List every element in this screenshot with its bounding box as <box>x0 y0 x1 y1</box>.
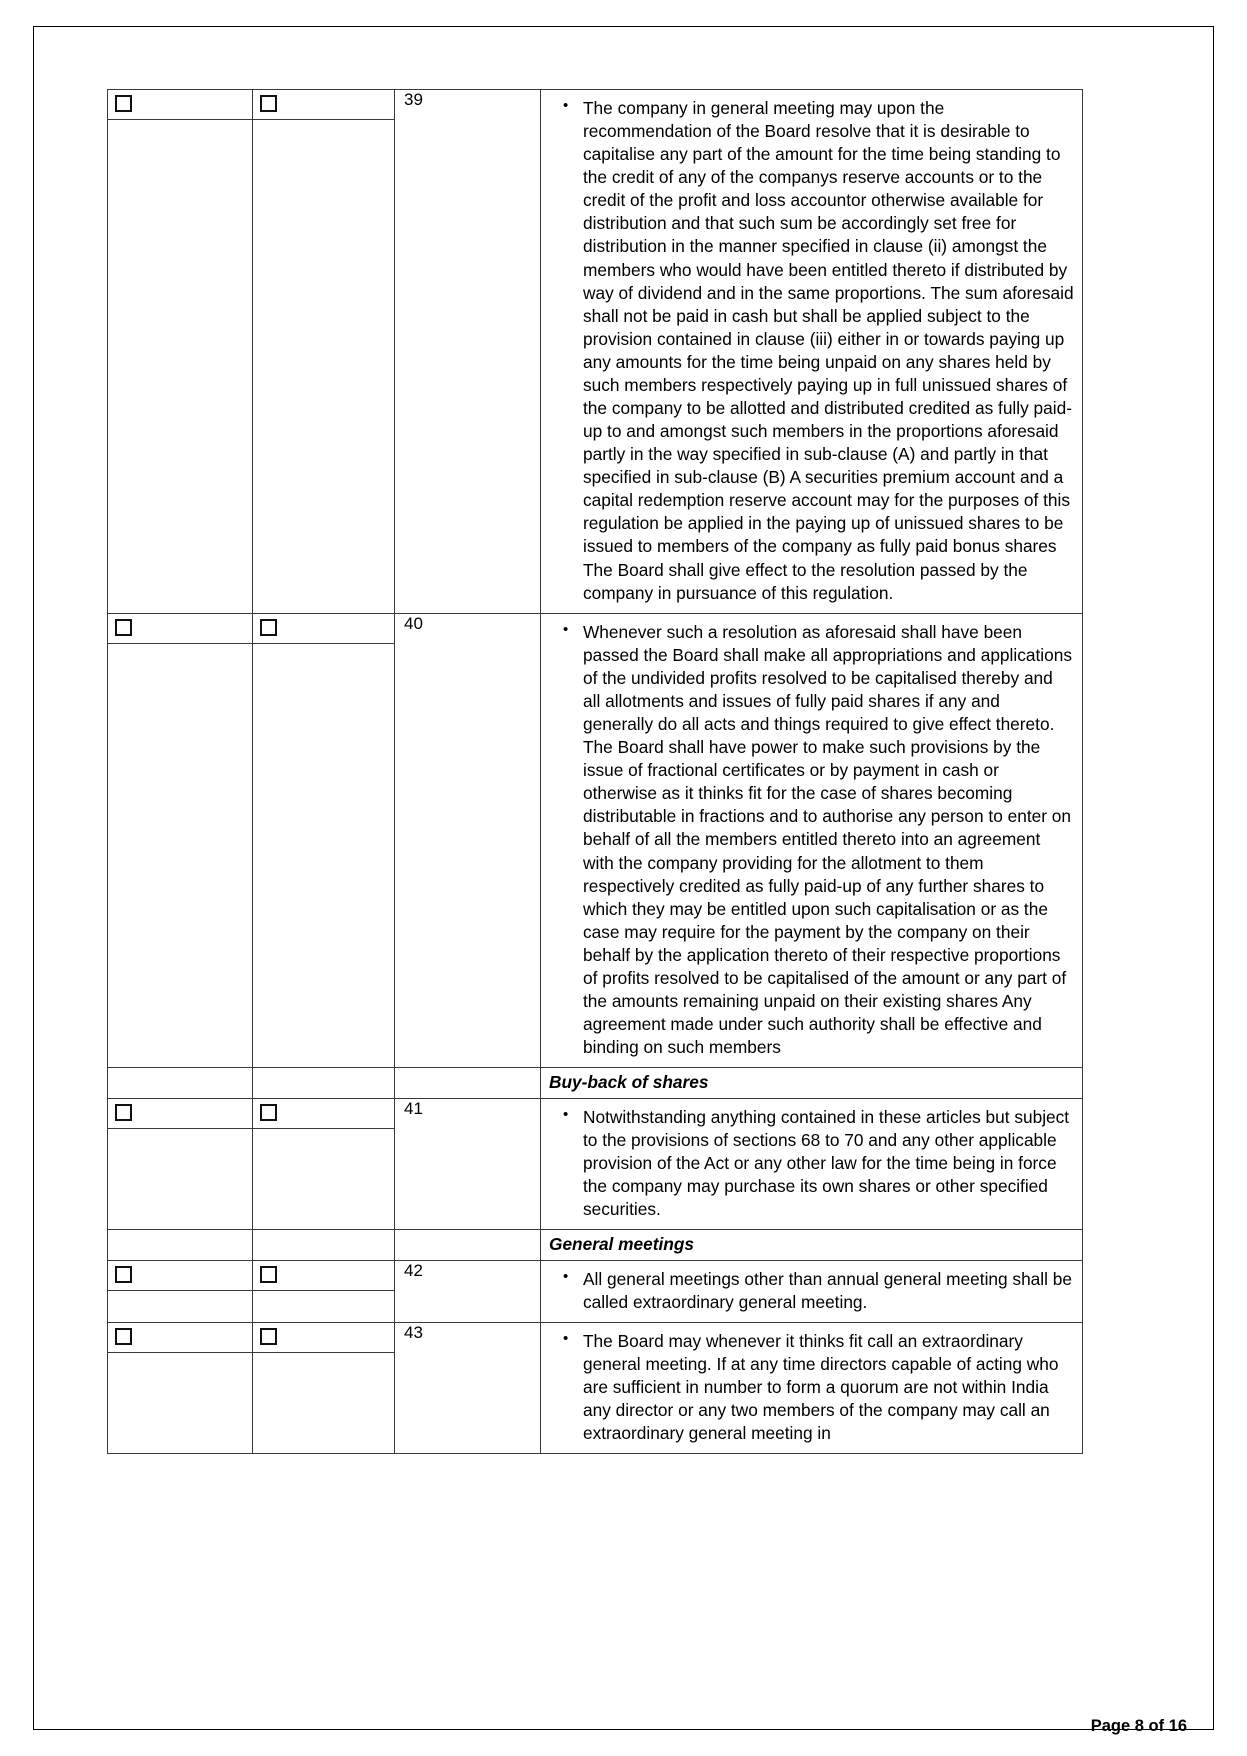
clause-text-cell <box>541 1322 1083 1453</box>
checkbox-cell-right[interactable] <box>253 90 395 614</box>
clause-bullet-item: • The company in general meeting may upon the recommendation of the Board resolve that it is desirable to capitalise any part of the amount for the time being standing to the credit of any of the companys reserve accounts or to the credit of the profit and loss accountor otherwise available for distribution and that such sum be accordingly set free for distribution in the manner specified in clause (ii) amongst the members who would have been entitled thereto if distributed by way of dividend and in the same proportions. The sum aforesaid shall not be paid in cash but shall be applied subject to the provision contained in clause (iii) either in or towards paying up any amounts for the time being unpaid on any shares held by such members respectively paying up in full unissued shares of the company to be allotted and distributed credited as fully paid-up to and amongst such members in the proportions aforesaid partly in the way specified in sub-clause (A) and partly in that specified in sub-clause (B) A securities premium account and a capital redemption reserve account may for the purposes of this regulation be applied in the paying up of unissued shares to be issued to members of the company as fully paid bonus shares The Board shall give effect to the resolution passed by the company in pursuance of this regulation. <box>583 97 1074 605</box>
clause-list <box>549 1106 1074 1221</box>
checkbox-cell-right[interactable] <box>253 1322 395 1453</box>
checkbox-row <box>253 1323 394 1353</box>
checkbox-icon[interactable] <box>260 1104 277 1121</box>
checkbox-cell-left[interactable] <box>108 90 253 614</box>
clause-text-cell <box>541 1260 1083 1322</box>
checkbox-cell-right[interactable] <box>253 1260 395 1322</box>
clause-text-cell <box>541 613 1083 1067</box>
checkbox-row <box>108 1261 252 1291</box>
clause-bullet-item: • Notwithstanding anything contained in these articles but subject to the provisions of sections 68 to 70 and any other applicable provision of the Act or any other law for the time being in force the company may purchase its own shares or other specified securities. <box>583 1106 1074 1221</box>
section-heading: Buy-back of shares <box>541 1068 1083 1099</box>
clause-bullet-item: • The Board may whenever it thinks fit call an extraordinary general meeting. If at any time directors capable of acting who are sufficient in number to form a quorum are not within India any director or any two members of the company may call an extraordinary general meeting in <box>583 1330 1074 1445</box>
clause-number: 39 <box>395 90 541 614</box>
empty-cell <box>108 1068 253 1099</box>
checkbox-icon[interactable] <box>115 1104 132 1121</box>
clause-list <box>549 621 1074 1059</box>
clause-number: 42 <box>395 1260 541 1322</box>
clause-bullet-item: • Whenever such a resolution as aforesaid shall have been passed the Board shall make all appropriations and applications of the undivided profits resolved to be capitalised thereby and all allotments and issues of fully paid shares if any and generally do all acts and things required to give effect thereto. The Board shall have power to make such provisions by the issue of fractional certificates or by payment in cash or otherwise as it thinks fit for the case of shares becoming distributable in fractions and to authorise any person to enter on behalf of all the members entitled thereto into an agreement with the company providing for the allotment to them respectively credited as fully paid-up of any further shares to which they may be entitled upon such capitalisation or as the case may require for the payment by the company on their behalf by the application thereto of their respective proportions of profits resolved to be capitalised of the amount or any part of the amounts remaining unpaid on their existing shares Any agreement made under such authority shall be effective and binding on such members <box>583 621 1074 1059</box>
articles-table-container <box>107 89 1082 1454</box>
checkbox-icon[interactable] <box>260 1266 277 1283</box>
empty-cell <box>253 1068 395 1099</box>
checkbox-icon[interactable] <box>260 1328 277 1345</box>
checkbox-row <box>108 614 252 644</box>
clause-list <box>549 1268 1074 1314</box>
clause-number: 40 <box>395 613 541 1067</box>
clause-list <box>549 1330 1074 1445</box>
clause-number: 41 <box>395 1098 541 1229</box>
checkbox-cell-left[interactable] <box>108 1260 253 1322</box>
page-footer: Page 8 of 16 <box>1090 1717 1187 1735</box>
empty-cell <box>395 1230 541 1261</box>
empty-cell <box>395 1068 541 1099</box>
table-row <box>108 1260 1083 1322</box>
empty-cell <box>253 1230 395 1261</box>
empty-cell <box>108 1230 253 1261</box>
checkbox-row <box>253 614 394 644</box>
checkbox-row <box>253 90 394 120</box>
page-border-frame <box>33 26 1214 1735</box>
checkbox-row <box>108 1323 252 1353</box>
clause-bullet-item: • All general meetings other than annual general meeting shall be called extraordinary general meeting. <box>583 1268 1074 1314</box>
checkbox-cell-left[interactable] <box>108 1098 253 1229</box>
table-row <box>108 1322 1083 1453</box>
checkbox-row <box>108 90 252 120</box>
clause-text-cell <box>541 90 1083 614</box>
checkbox-cell-left[interactable] <box>108 1322 253 1453</box>
clause-list <box>549 97 1074 605</box>
checkbox-icon[interactable] <box>260 619 277 636</box>
checkbox-icon[interactable] <box>260 95 277 112</box>
table-row <box>108 613 1083 1067</box>
checkbox-cell-right[interactable] <box>253 1098 395 1229</box>
checkbox-icon[interactable] <box>115 619 132 636</box>
table-row <box>108 90 1083 614</box>
clause-number: 43 <box>395 1322 541 1453</box>
checkbox-row <box>253 1261 394 1291</box>
clause-text-cell <box>541 1098 1083 1229</box>
checkbox-icon[interactable] <box>115 95 132 112</box>
section-heading-row <box>108 1068 1083 1099</box>
articles-table <box>107 89 1083 1454</box>
table-row <box>108 1098 1083 1229</box>
section-heading: General meetings <box>541 1230 1083 1261</box>
checkbox-icon[interactable] <box>115 1328 132 1345</box>
checkbox-icon[interactable] <box>115 1266 132 1283</box>
checkbox-row <box>253 1099 394 1129</box>
checkbox-cell-left[interactable] <box>108 613 253 1067</box>
checkbox-row <box>108 1099 252 1129</box>
checkbox-cell-right[interactable] <box>253 613 395 1067</box>
section-heading-row <box>108 1230 1083 1261</box>
